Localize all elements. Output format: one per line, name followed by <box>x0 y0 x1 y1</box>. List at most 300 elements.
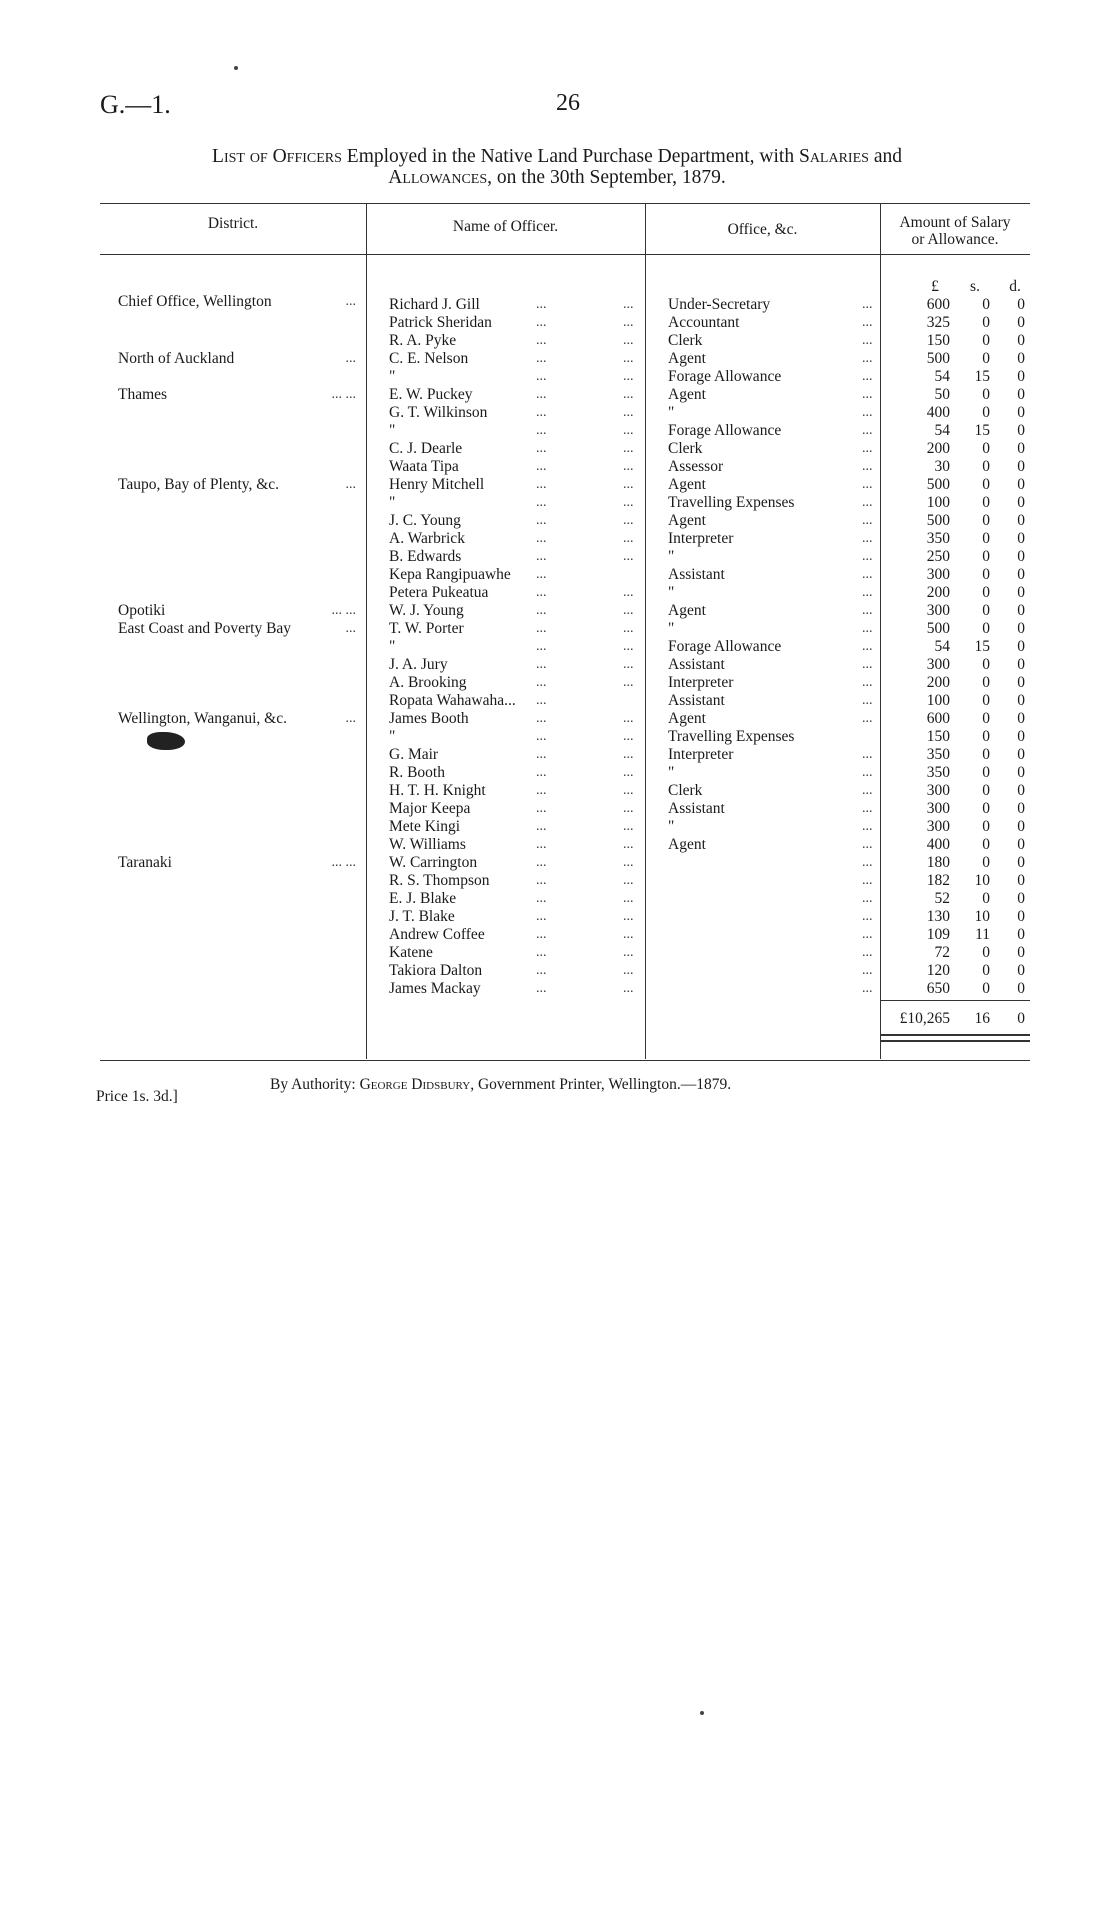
name-leader: ... <box>623 495 634 510</box>
office-leader: ... <box>862 387 873 402</box>
office-title: Agent <box>668 512 706 529</box>
printer-imprint <box>270 1076 731 1094</box>
office-title: Assessor <box>668 458 724 475</box>
office-title: Agent <box>668 602 706 619</box>
office-leader: ... <box>862 567 873 582</box>
amount-shillings: 0 <box>982 728 990 745</box>
amount-shillings: 0 <box>982 656 990 673</box>
amount-pounds: 350 <box>926 746 950 763</box>
office-title: Travelling Expenses <box>668 728 795 745</box>
office-leader: ... <box>862 909 873 924</box>
name-leader: ... <box>536 945 547 960</box>
name-leader: ... <box>623 603 634 618</box>
amount-pence: 0 <box>1017 764 1025 781</box>
unit-pence: d. <box>1009 278 1021 295</box>
office-leader: ... <box>862 711 873 726</box>
name-leader: ... <box>536 423 547 438</box>
officer-name: T. W. Porter <box>389 620 464 637</box>
name-leader: ... <box>623 351 634 366</box>
officer-name: " <box>389 368 396 385</box>
office-title: Assistant <box>668 692 725 709</box>
officer-name: Takiora Dalton <box>389 962 483 979</box>
column-header-district: District. <box>207 215 259 232</box>
district-label: Taranaki <box>118 854 172 871</box>
office-title: Agent <box>668 350 706 367</box>
amount-pounds: 182 <box>926 872 950 889</box>
name-leader: ... <box>536 873 547 888</box>
name-leader: ... <box>536 747 547 762</box>
name-leader: ... <box>536 441 547 456</box>
office-leader: ... <box>862 747 873 762</box>
amount-pence: 0 <box>1017 728 1025 745</box>
title-part: and <box>868 146 902 167</box>
imprint-part: By Authority: <box>270 1076 360 1093</box>
office-leader: ... <box>862 819 873 834</box>
amount-pence: 0 <box>1017 368 1025 385</box>
office-leader: ... <box>862 693 873 708</box>
amount-pence: 0 <box>1017 872 1025 889</box>
name-leader: ... <box>536 585 547 600</box>
office-title: Clerk <box>668 332 703 349</box>
officer-name: W. Carrington <box>389 854 478 871</box>
amount-pounds: 100 <box>926 692 950 709</box>
name-leader: ... <box>623 675 634 690</box>
district-leader: ... ... <box>331 603 356 618</box>
amount-pounds: 180 <box>926 854 950 871</box>
name-leader: ... <box>623 333 634 348</box>
name-leader: ... <box>536 909 547 924</box>
office-leader: ... <box>862 549 873 564</box>
imprint-part: George Didsbury <box>359 1076 471 1093</box>
column-header-amount: or Allowance. <box>911 231 999 248</box>
office-leader: ... <box>862 315 873 330</box>
officer-name: A. Warbrick <box>389 530 465 547</box>
name-leader: ... <box>623 513 634 528</box>
officer-name: J. C. Young <box>389 512 461 529</box>
office-title: " <box>668 818 675 835</box>
name-leader: ... <box>536 711 547 726</box>
office-leader: ... <box>862 981 873 996</box>
district-leader: ... <box>345 711 356 726</box>
amount-pounds: 50 <box>934 386 950 403</box>
office-leader: ... <box>862 855 873 870</box>
name-leader: ... <box>536 819 547 834</box>
name-leader: ... <box>536 729 547 744</box>
amount-shillings: 11 <box>975 926 990 943</box>
amount-pence: 0 <box>1017 782 1025 799</box>
amount-pounds: 500 <box>926 350 950 367</box>
ink-blot <box>147 732 185 750</box>
total-shillings: 16 <box>974 1010 990 1027</box>
amount-shillings: 0 <box>982 944 990 961</box>
amount-pence: 0 <box>1017 296 1025 313</box>
district-label: Chief Office, Wellington <box>118 293 272 310</box>
document-reference: G.—1. <box>100 90 171 119</box>
name-leader: ... <box>536 765 547 780</box>
name-leader: ... <box>623 405 634 420</box>
office-title: Interpreter <box>668 674 734 691</box>
name-leader: ... <box>536 891 547 906</box>
officer-name: Katene <box>389 944 433 961</box>
amount-pence: 0 <box>1017 890 1025 907</box>
name-leader: ... <box>536 855 547 870</box>
officer-name: Mete Kingi <box>389 818 461 835</box>
amount-pence: 0 <box>1017 494 1025 511</box>
district-label: Taupo, Bay of Plenty, &c. <box>118 476 280 493</box>
name-leader: ... <box>536 477 547 492</box>
office-title: Forage Allowance <box>668 422 782 439</box>
total-pence: 0 <box>1017 1010 1025 1027</box>
amount-shillings: 0 <box>982 296 990 313</box>
amount-shillings: 15 <box>974 638 990 655</box>
amount-pence: 0 <box>1017 800 1025 817</box>
name-leader: ... <box>536 621 547 636</box>
title-part: , on the 30th September, 1879. <box>487 167 726 188</box>
name-leader: ... <box>623 963 634 978</box>
amount-pence: 0 <box>1017 620 1025 637</box>
amount-pounds: 150 <box>926 728 950 745</box>
name-leader: ... <box>536 387 547 402</box>
office-leader: ... <box>862 927 873 942</box>
name-leader: ... <box>623 639 634 654</box>
name-leader: ... <box>623 765 634 780</box>
office-leader: ... <box>862 405 873 420</box>
ink-speck <box>234 66 238 70</box>
office-leader: ... <box>862 945 873 960</box>
district-leader: ... ... <box>331 855 356 870</box>
district-leader: ... <box>345 621 356 636</box>
amount-pence: 0 <box>1017 926 1025 943</box>
amount-pounds: 54 <box>934 422 950 439</box>
name-leader: ... <box>536 333 547 348</box>
office-leader: ... <box>862 477 873 492</box>
officer-name: C. E. Nelson <box>389 350 469 367</box>
officer-name: Patrick Sheridan <box>389 314 492 331</box>
amount-shillings: 0 <box>982 602 990 619</box>
office-leader: ... <box>862 585 873 600</box>
officer-name: A. Brooking <box>389 674 467 691</box>
office-leader: ... <box>862 675 873 690</box>
amount-pounds: 600 <box>926 710 950 727</box>
office-leader: ... <box>862 657 873 672</box>
amount-pounds: 52 <box>934 890 950 907</box>
ink-speck <box>700 1711 704 1715</box>
office-title: " <box>668 764 675 781</box>
amount-shillings: 0 <box>982 314 990 331</box>
amount-pence: 0 <box>1017 566 1025 583</box>
district-leader: ... <box>345 477 356 492</box>
amount-shillings: 0 <box>982 980 990 997</box>
amount-pounds: 500 <box>926 512 950 529</box>
amount-shillings: 10 <box>974 872 990 889</box>
amount-pounds: 54 <box>934 638 950 655</box>
office-leader: ... <box>862 423 873 438</box>
officer-name: Richard J. Gill <box>389 296 480 313</box>
district-label: Wellington, Wanganui, &c. <box>118 710 287 727</box>
office-title: Assistant <box>668 656 725 673</box>
amount-pounds: 500 <box>926 620 950 637</box>
officer-name: " <box>389 728 396 745</box>
district-label: North of Auckland <box>118 350 235 367</box>
amount-pounds: 30 <box>934 458 950 475</box>
office-title: Assistant <box>668 800 725 817</box>
name-leader: ... <box>536 603 547 618</box>
name-leader: ... <box>623 981 634 996</box>
officer-name: Petera Pukeatua <box>389 584 489 601</box>
name-leader: ... <box>623 531 634 546</box>
amount-shillings: 15 <box>974 368 990 385</box>
officer-name: G. Mair <box>389 746 439 763</box>
officer-name: Major Keepa <box>389 800 471 817</box>
column-divider <box>880 203 881 1059</box>
amount-pence: 0 <box>1017 746 1025 763</box>
officer-name: R. S. Thompson <box>389 872 490 889</box>
amount-pence: 0 <box>1017 656 1025 673</box>
officer-name: James Booth <box>389 710 469 727</box>
amount-shillings: 0 <box>982 458 990 475</box>
office-title: " <box>668 404 675 421</box>
amount-shillings: 0 <box>982 548 990 565</box>
officer-name: Kepa Rangipuawhe <box>389 566 511 583</box>
officer-name: R. Booth <box>389 764 445 781</box>
name-leader: ... <box>623 873 634 888</box>
name-leader: ... <box>536 567 547 582</box>
office-leader: ... <box>862 441 873 456</box>
amount-pence: 0 <box>1017 710 1025 727</box>
table-title-line-2 <box>0 167 1114 189</box>
amount-pence: 0 <box>1017 854 1025 871</box>
amount-pounds: 100 <box>926 494 950 511</box>
amount-shillings: 0 <box>982 782 990 799</box>
amount-shillings: 0 <box>982 674 990 691</box>
officer-name: E. W. Puckey <box>389 386 473 403</box>
office-leader: ... <box>862 531 873 546</box>
name-leader: ... <box>623 729 634 744</box>
name-leader: ... <box>623 927 634 942</box>
amount-pence: 0 <box>1017 944 1025 961</box>
amount-pence: 0 <box>1017 314 1025 331</box>
amount-pounds: 150 <box>926 332 950 349</box>
name-leader: ... <box>536 495 547 510</box>
name-leader: ... <box>623 423 634 438</box>
office-title: Agent <box>668 476 706 493</box>
total-double-rule <box>880 1034 1030 1036</box>
total-double-rule <box>880 1040 1030 1042</box>
amount-pence: 0 <box>1017 458 1025 475</box>
amount-pence: 0 <box>1017 908 1025 925</box>
header-bottom-rule <box>100 254 1030 255</box>
amount-shillings: 0 <box>982 386 990 403</box>
office-leader: ... <box>862 963 873 978</box>
amount-pounds: 300 <box>926 800 950 817</box>
amount-shillings: 0 <box>982 620 990 637</box>
office-title: Forage Allowance <box>668 638 782 655</box>
amount-pounds: 300 <box>926 818 950 835</box>
amount-pence: 0 <box>1017 440 1025 457</box>
name-leader: ... <box>536 801 547 816</box>
office-title: Agent <box>668 386 706 403</box>
officer-name: " <box>389 422 396 439</box>
office-title: Interpreter <box>668 530 734 547</box>
amount-shillings: 0 <box>982 566 990 583</box>
page-number: 26 <box>556 90 580 116</box>
amount-pounds: 200 <box>926 584 950 601</box>
amount-pence: 0 <box>1017 350 1025 367</box>
amount-shillings: 10 <box>974 908 990 925</box>
amount-pounds: 72 <box>934 944 950 961</box>
amount-pence: 0 <box>1017 332 1025 349</box>
name-leader: ... <box>623 459 634 474</box>
amount-pounds: 350 <box>926 530 950 547</box>
name-leader: ... <box>623 387 634 402</box>
office-leader: ... <box>862 459 873 474</box>
name-leader: ... <box>623 711 634 726</box>
amount-pounds: 650 <box>926 980 950 997</box>
officer-name: R. A. Pyke <box>389 332 457 349</box>
officer-name: E. J. Blake <box>389 890 457 907</box>
officer-name: Waata Tipa <box>389 458 459 475</box>
amount-pence: 0 <box>1017 386 1025 403</box>
amount-shillings: 0 <box>982 800 990 817</box>
officer-name: James Mackay <box>389 980 481 997</box>
amount-pence: 0 <box>1017 818 1025 835</box>
office-leader: ... <box>862 891 873 906</box>
amount-pounds: 300 <box>926 602 950 619</box>
name-leader: ... <box>536 837 547 852</box>
column-divider <box>645 203 646 1059</box>
amount-pounds: 325 <box>926 314 950 331</box>
amount-pence: 0 <box>1017 602 1025 619</box>
name-leader: ... <box>623 891 634 906</box>
price-note: Price 1s. 3d.] <box>96 1088 178 1105</box>
amount-pence: 0 <box>1017 962 1025 979</box>
column-header-amount: Amount of Salary <box>899 214 1011 231</box>
office-leader: ... <box>862 873 873 888</box>
name-leader: ... <box>536 315 547 330</box>
officer-name: J. T. Blake <box>389 908 455 925</box>
office-leader: ... <box>862 333 873 348</box>
officer-name: C. J. Dearle <box>389 440 463 457</box>
officer-name: W. Williams <box>389 836 466 853</box>
name-leader: ... <box>536 513 547 528</box>
officer-name: Andrew Coffee <box>389 926 485 943</box>
name-leader: ... <box>623 837 634 852</box>
title-part: Allowances <box>388 167 488 188</box>
district-leader: ... <box>345 294 356 309</box>
amount-pence: 0 <box>1017 674 1025 691</box>
name-leader: ... <box>623 801 634 816</box>
amount-pence: 0 <box>1017 404 1025 421</box>
table-title-line-1 <box>0 146 1114 168</box>
name-leader: ... <box>536 927 547 942</box>
amount-shillings: 0 <box>982 404 990 421</box>
amount-pounds: 54 <box>934 368 950 385</box>
amount-shillings: 0 <box>982 836 990 853</box>
office-title: Accountant <box>668 314 740 331</box>
amount-pounds: 600 <box>926 296 950 313</box>
officer-name: Ropata Wahawaha... <box>389 692 516 709</box>
name-leader: ... <box>623 585 634 600</box>
office-title: Clerk <box>668 440 703 457</box>
amount-shillings: 0 <box>982 530 990 547</box>
name-leader: ... <box>623 945 634 960</box>
name-leader: ... <box>536 549 547 564</box>
name-leader: ... <box>623 819 634 834</box>
office-title: " <box>668 620 675 637</box>
office-leader: ... <box>862 621 873 636</box>
amount-shillings: 0 <box>982 818 990 835</box>
amount-pence: 0 <box>1017 638 1025 655</box>
amount-shillings: 0 <box>982 512 990 529</box>
total-pounds: £10,265 <box>899 1010 950 1027</box>
table-bottom-rule <box>100 1060 1030 1061</box>
office-leader: ... <box>862 639 873 654</box>
amount-pence: 0 <box>1017 476 1025 493</box>
amount-shillings: 0 <box>982 746 990 763</box>
amount-shillings: 0 <box>982 692 990 709</box>
title-part: List of Officers <box>212 146 342 167</box>
amount-pounds: 300 <box>926 656 950 673</box>
amount-shillings: 0 <box>982 710 990 727</box>
amount-pounds: 300 <box>926 566 950 583</box>
name-leader: ... <box>623 549 634 564</box>
amount-shillings: 0 <box>982 440 990 457</box>
name-leader: ... <box>536 459 547 474</box>
office-leader: ... <box>862 783 873 798</box>
office-title: Under-Secretary <box>668 296 771 313</box>
column-divider <box>366 203 367 1059</box>
district-leader: ... <box>345 351 356 366</box>
amount-pence: 0 <box>1017 422 1025 439</box>
amount-shillings: 0 <box>982 962 990 979</box>
district-label: Opotiki <box>118 602 166 619</box>
name-leader: ... <box>623 909 634 924</box>
office-leader: ... <box>862 297 873 312</box>
amount-pounds: 400 <box>926 836 950 853</box>
name-leader: ... <box>536 369 547 384</box>
name-leader: ... <box>536 405 547 420</box>
name-leader: ... <box>623 657 634 672</box>
amount-pounds: 109 <box>926 926 950 943</box>
district-leader: ... ... <box>331 387 356 402</box>
title-part: Salaries <box>798 146 869 167</box>
amount-pounds: 200 <box>926 674 950 691</box>
amount-shillings: 0 <box>982 350 990 367</box>
office-leader: ... <box>862 603 873 618</box>
name-leader: ... <box>536 657 547 672</box>
office-title: Agent <box>668 710 706 727</box>
office-title: " <box>668 548 675 565</box>
table-top-rule <box>100 203 1030 204</box>
name-leader: ... <box>536 693 547 708</box>
amount-pounds: 120 <box>926 962 950 979</box>
amount-pounds: 200 <box>926 440 950 457</box>
office-leader: ... <box>862 765 873 780</box>
amount-shillings: 0 <box>982 476 990 493</box>
name-leader: ... <box>536 963 547 978</box>
name-leader: ... <box>623 477 634 492</box>
amount-pounds: 500 <box>926 476 950 493</box>
amount-pounds: 300 <box>926 782 950 799</box>
office-leader: ... <box>862 495 873 510</box>
office-title: " <box>668 584 675 601</box>
officer-name: B. Edwards <box>389 548 462 565</box>
office-leader: ... <box>862 351 873 366</box>
name-leader: ... <box>623 369 634 384</box>
name-leader: ... <box>623 297 634 312</box>
district-label: East Coast and Poverty Bay <box>118 620 292 637</box>
office-title: Agent <box>668 836 706 853</box>
